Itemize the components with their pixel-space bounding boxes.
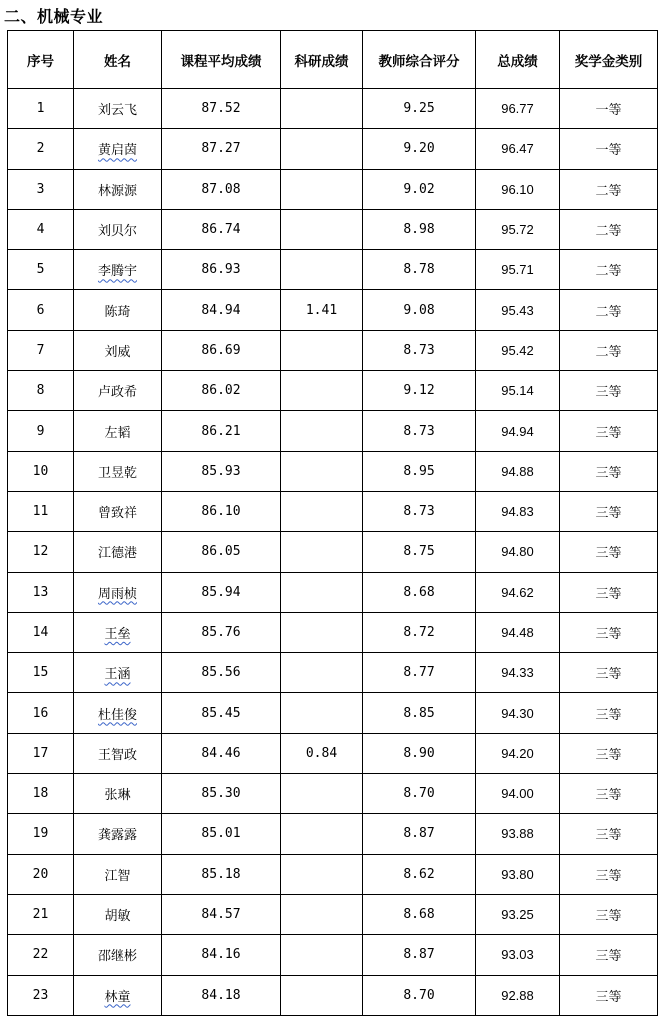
cell-category: 三等: [560, 693, 658, 733]
scholarship-table: [7, 30, 658, 1016]
cell-category: 二等: [560, 169, 658, 209]
cell-category: 二等: [560, 290, 658, 330]
cell-teacher-score: 8.90: [363, 733, 476, 773]
cell-teacher-score: 8.87: [363, 814, 476, 854]
cell-seq: 10: [8, 451, 74, 491]
cell-total: 94.00: [476, 774, 560, 814]
student-name: 黄启茵: [97, 143, 137, 159]
table-row: [8, 330, 658, 370]
cell-total: 96.77: [476, 89, 560, 129]
cell-seq: 2: [8, 129, 74, 169]
cell-course-avg: 86.21: [162, 411, 281, 451]
table-row: [8, 612, 658, 652]
cell-course-avg: 85.56: [162, 653, 281, 693]
table-row: [8, 975, 658, 1015]
cell-teacher-score: 8.72: [363, 612, 476, 652]
cell-total: 93.80: [476, 854, 560, 894]
student-name: 王涵: [104, 667, 131, 683]
cell-name: [74, 89, 162, 129]
cell-course-avg: 84.18: [162, 975, 281, 1015]
table-row: [8, 653, 658, 693]
cell-name: [74, 774, 162, 814]
header-total: 总成绩: [476, 31, 560, 89]
header-course-avg: 课程平均成绩: [162, 31, 281, 89]
student-name: 卫昱乾: [97, 465, 137, 481]
table-row: [8, 935, 658, 975]
cell-course-avg: 86.93: [162, 250, 281, 290]
table-header-row: [8, 31, 658, 89]
student-name: 杜佳俊: [97, 707, 137, 723]
cell-name: [74, 935, 162, 975]
cell-seq: 16: [8, 693, 74, 733]
cell-seq: 7: [8, 330, 74, 370]
cell-name: [74, 612, 162, 652]
cell-category: 三等: [560, 572, 658, 612]
cell-seq: 22: [8, 935, 74, 975]
cell-teacher-score: 9.08: [363, 290, 476, 330]
cell-name: [74, 975, 162, 1015]
cell-name: [74, 290, 162, 330]
cell-teacher-score: 8.73: [363, 411, 476, 451]
table-row: [8, 451, 658, 491]
cell-name: [74, 814, 162, 854]
cell-course-avg: 85.76: [162, 612, 281, 652]
cell-research: [281, 411, 363, 451]
student-name: 江德港: [97, 546, 137, 562]
cell-category: 三等: [560, 371, 658, 411]
cell-course-avg: 86.69: [162, 330, 281, 370]
cell-name: [74, 532, 162, 572]
cell-research: [281, 653, 363, 693]
cell-seq: 14: [8, 612, 74, 652]
cell-seq: 17: [8, 733, 74, 773]
cell-course-avg: 85.45: [162, 693, 281, 733]
cell-teacher-score: 9.20: [363, 129, 476, 169]
cell-teacher-score: 8.73: [363, 491, 476, 531]
cell-name: [74, 854, 162, 894]
cell-seq: 13: [8, 572, 74, 612]
student-name: 王垒: [104, 627, 131, 642]
cell-name: [74, 451, 162, 491]
cell-name: [74, 250, 162, 290]
cell-category: 三等: [560, 774, 658, 814]
cell-teacher-score: 9.02: [363, 169, 476, 209]
cell-name: [74, 169, 162, 209]
cell-research: [281, 975, 363, 1015]
student-name: 卢政希: [97, 385, 137, 401]
cell-category: 二等: [560, 330, 658, 370]
cell-total: 94.30: [476, 693, 560, 733]
cell-name: [74, 411, 162, 451]
cell-total: 94.48: [476, 612, 560, 652]
cell-total: 94.83: [476, 491, 560, 531]
cell-teacher-score: 8.62: [363, 854, 476, 894]
cell-name: [74, 129, 162, 169]
cell-teacher-score: 8.85: [363, 693, 476, 733]
cell-name: [74, 330, 162, 370]
cell-research: [281, 330, 363, 370]
cell-total: 93.88: [476, 814, 560, 854]
cell-category: 三等: [560, 975, 658, 1015]
cell-total: 95.43: [476, 290, 560, 330]
cell-category: 三等: [560, 411, 658, 451]
cell-total: 96.47: [476, 129, 560, 169]
table-row: [8, 532, 658, 572]
student-name: 陈琦: [104, 304, 131, 320]
cell-course-avg: 87.27: [162, 129, 281, 169]
cell-category: 二等: [560, 250, 658, 290]
cell-research: [281, 250, 363, 290]
cell-name: [74, 693, 162, 733]
cell-name: [74, 733, 162, 773]
cell-teacher-score: 8.70: [363, 774, 476, 814]
table-row: [8, 89, 658, 129]
student-name: 张琳: [104, 788, 131, 804]
student-name: 刘贝尔: [97, 224, 137, 240]
cell-name: [74, 209, 162, 249]
cell-research: 1.41: [281, 290, 363, 330]
cell-seq: 12: [8, 532, 74, 572]
student-name: 刘威: [104, 344, 131, 360]
cell-total: 94.33: [476, 653, 560, 693]
cell-course-avg: 86.10: [162, 491, 281, 531]
cell-name: [74, 894, 162, 934]
cell-course-avg: 85.01: [162, 814, 281, 854]
cell-seq: 20: [8, 854, 74, 894]
cell-research: [281, 532, 363, 572]
cell-research: [281, 774, 363, 814]
table-row: [8, 774, 658, 814]
header-name: 姓名: [74, 31, 162, 89]
cell-research: [281, 612, 363, 652]
cell-total: 95.14: [476, 371, 560, 411]
cell-total: 95.42: [476, 330, 560, 370]
cell-research: [281, 169, 363, 209]
cell-seq: 5: [8, 250, 74, 290]
cell-research: [281, 693, 363, 733]
cell-course-avg: 87.08: [162, 169, 281, 209]
table-row: [8, 129, 658, 169]
table-row: [8, 894, 658, 934]
cell-total: 94.80: [476, 532, 560, 572]
table-row: [8, 572, 658, 612]
cell-total: 94.20: [476, 733, 560, 773]
header-seq: 序号: [8, 31, 74, 89]
table-row: [8, 411, 658, 451]
cell-seq: 8: [8, 371, 74, 411]
cell-seq: 9: [8, 411, 74, 451]
student-name: 左韬: [104, 425, 131, 441]
cell-research: [281, 371, 363, 411]
cell-research: [281, 129, 363, 169]
cell-seq: 11: [8, 491, 74, 531]
table-row: [8, 169, 658, 209]
table-row: [8, 209, 658, 249]
student-name: 周雨桢: [97, 586, 137, 602]
cell-teacher-score: 8.77: [363, 653, 476, 693]
cell-research: [281, 491, 363, 531]
student-name: 李腾宇: [97, 264, 137, 280]
cell-course-avg: 86.74: [162, 209, 281, 249]
cell-seq: 4: [8, 209, 74, 249]
cell-teacher-score: 8.70: [363, 975, 476, 1015]
cell-course-avg: 84.46: [162, 733, 281, 773]
cell-seq: 15: [8, 653, 74, 693]
cell-category: 三等: [560, 733, 658, 773]
cell-category: 三等: [560, 854, 658, 894]
cell-category: 三等: [560, 814, 658, 854]
cell-total: 95.71: [476, 250, 560, 290]
cell-course-avg: 85.93: [162, 451, 281, 491]
student-name: 曾致祥: [97, 506, 137, 522]
table-row: [8, 693, 658, 733]
cell-seq: 19: [8, 814, 74, 854]
cell-research: [281, 572, 363, 612]
cell-teacher-score: 9.25: [363, 89, 476, 129]
cell-course-avg: 85.18: [162, 854, 281, 894]
cell-category: 三等: [560, 653, 658, 693]
cell-course-avg: 86.02: [162, 371, 281, 411]
cell-course-avg: 84.94: [162, 290, 281, 330]
cell-seq: 21: [8, 894, 74, 934]
table-row: [8, 814, 658, 854]
cell-seq: 6: [8, 290, 74, 330]
cell-category: 三等: [560, 451, 658, 491]
cell-research: 0.84: [281, 733, 363, 773]
cell-teacher-score: 8.98: [363, 209, 476, 249]
cell-course-avg: 85.30: [162, 774, 281, 814]
student-name: 龚露露: [97, 828, 137, 844]
header-research: 科研成绩: [281, 31, 363, 89]
cell-total: 93.03: [476, 935, 560, 975]
cell-category: 一等: [560, 89, 658, 129]
student-name: 胡敏: [104, 909, 131, 925]
table-row: [8, 250, 658, 290]
student-name: 邵继彬: [97, 949, 137, 965]
student-name: 王智政: [97, 747, 137, 763]
cell-course-avg: 85.94: [162, 572, 281, 612]
cell-research: [281, 451, 363, 491]
table-row: [8, 290, 658, 330]
cell-category: 三等: [560, 935, 658, 975]
cell-name: [74, 653, 162, 693]
cell-total: 93.25: [476, 894, 560, 934]
cell-research: [281, 854, 363, 894]
cell-teacher-score: 8.68: [363, 894, 476, 934]
cell-category: 二等: [560, 209, 658, 249]
cell-total: 92.88: [476, 975, 560, 1015]
cell-total: 94.94: [476, 411, 560, 451]
cell-total: 96.10: [476, 169, 560, 209]
student-name: 江智: [104, 868, 131, 884]
cell-research: [281, 209, 363, 249]
cell-teacher-score: 8.75: [363, 532, 476, 572]
cell-seq: 3: [8, 169, 74, 209]
header-teacher-score: 教师综合评分: [363, 31, 476, 89]
cell-teacher-score: 8.73: [363, 330, 476, 370]
table-row: [8, 733, 658, 773]
cell-category: 一等: [560, 129, 658, 169]
cell-total: 94.88: [476, 451, 560, 491]
cell-research: [281, 89, 363, 129]
cell-research: [281, 814, 363, 854]
cell-name: [74, 491, 162, 531]
cell-course-avg: 86.05: [162, 532, 281, 572]
cell-seq: 23: [8, 975, 74, 1015]
student-name: 刘云飞: [97, 103, 137, 119]
cell-name: [74, 371, 162, 411]
student-name: 林童: [104, 989, 131, 1005]
cell-teacher-score: 8.78: [363, 250, 476, 290]
table-row: [8, 371, 658, 411]
student-name: 林源源: [97, 183, 137, 199]
cell-teacher-score: 8.95: [363, 451, 476, 491]
cell-teacher-score: 8.68: [363, 572, 476, 612]
cell-research: [281, 935, 363, 975]
cell-teacher-score: 8.87: [363, 935, 476, 975]
cell-category: 三等: [560, 612, 658, 652]
table-body: [8, 89, 658, 1016]
cell-course-avg: 84.16: [162, 935, 281, 975]
cell-name: [74, 572, 162, 612]
cell-category: 三等: [560, 491, 658, 531]
cell-research: [281, 894, 363, 934]
cell-seq: 18: [8, 774, 74, 814]
cell-total: 95.72: [476, 209, 560, 249]
cell-course-avg: 87.52: [162, 89, 281, 129]
cell-category: 三等: [560, 532, 658, 572]
section-title: 二、机械专业: [4, 7, 104, 26]
cell-teacher-score: 9.12: [363, 371, 476, 411]
cell-course-avg: 84.57: [162, 894, 281, 934]
header-category: 奖学金类别: [560, 31, 658, 89]
cell-category: 三等: [560, 894, 658, 934]
cell-seq: 1: [8, 89, 74, 129]
table-row: [8, 491, 658, 531]
cell-total: 94.62: [476, 572, 560, 612]
table-row: [8, 854, 658, 894]
